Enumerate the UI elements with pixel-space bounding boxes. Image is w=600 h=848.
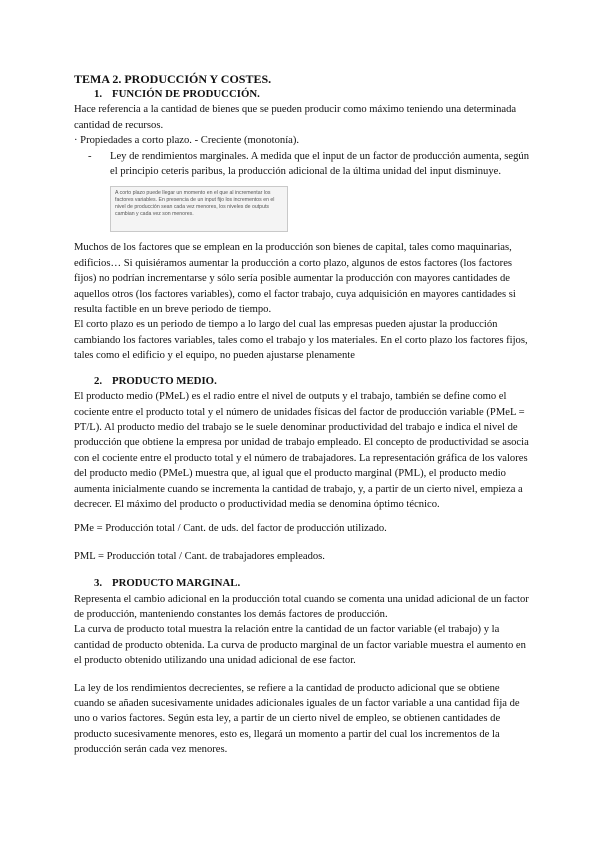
list-item-marginal-law: [74, 149, 530, 180]
section-title-2: PRODUCTO MEDIO.: [112, 374, 217, 387]
paragraph-total-curve: La curva de producto total muestra la relación entre la cantidad de un factor variable (el trabajo) y la cantidad de producto obtenida. La curva de producto marginal de un factor variable muestra el aumento en el producto obtenido utilizando una unidad adicional de ese factor.: [74, 624, 526, 667]
paragraph-short-term: El corto plazo es un periodo de tiempo a lo largo del cual las empresas pueden ajustar la producción cambiando los factores variables, tales como el trabajo y los materiales. En el corto plazo los factores fijos, tales como el edificio y el equipo, no pueden ajustarse plenamente: [74, 319, 528, 362]
section-number-1: 1.: [94, 88, 103, 100]
section-heading-1: [74, 87, 530, 102]
list-item-text: Ley de rendimientos marginales. A medida que el input de un factor de producción aumenta, según el principio ceteris paribus, la producción adicional de la última unidad del input disminuye.: [110, 150, 530, 178]
paragraph-properties: · Propiedades a corto plazo. - Creciente (monotonía).: [74, 135, 300, 147]
embedded-note-image: A corto plazo puede llegar un momento en el que al incrementar los factores variables. En presencia de un input fijo los incrementos en el nivel de producción sean cada vez menores, los niveles de outputs cambian y cada vez son menores.: [110, 186, 288, 232]
document-title: TEMA 2. PRODUCCIÓN Y COSTES.: [74, 72, 272, 86]
paragraph-average-product: El producto medio (PMeL) es el radio entre el nivel de outputs y el trabajo, también se define como el cociente entre el producto total y el número de unidades físicas del factor de producción variable (PMeL = PT/L). Al producto medio del trabajo se le suele denominar productividad del trabajo e indica el nivel de producción que obtiene la empresa por unidad de trabajo empleado. El concepto de productividad se asocia con el cociente entre el producto total y el número de trabajadores. La representación gráfica de los valores del producto medio (PMeL) muestra que, al igual que el producto marginal (PML), el producto medio aumenta inicialmente cuando se incrementa la cantidad de trabajo, y, a partir de un cierto nivel, empieza a decrecer. El máximo del producto o productividad media se denomina óptimo técnico.: [74, 391, 529, 510]
paragraph-marginal-definition: Representa el cambio adicional en la producción total cuando se comenta una unidad adicional de un factor de producción, manteniendo constantes los demás factores de producción.: [74, 593, 529, 620]
section-title-1: FUNCIÓN DE PRODUCCIÓN.: [112, 88, 260, 100]
formula-pml: PML = Producción total / Cant. de trabajadores empleados.: [74, 550, 325, 562]
formula-pme: PMe = Producción total / Cant. de uds. del factor de producción utilizado.: [74, 523, 387, 535]
list-dash: -: [88, 150, 92, 162]
section-number-3: 3.: [94, 577, 103, 590]
section-heading-2: [74, 374, 530, 389]
paragraph-diminishing-returns: La ley de los rendimientos decrecientes, se refiere a la cantidad de producto adicional que se obtiene cuando se añaden sucesivamente unidades adicionales iguales de un factor variable a una cantidad fija de uno o varios factores. Según esta ley, a partir de un cierto nivel de empleo, se obtienen cantidades de producto sucesivamente menores, esto es, llegará un momento a partir del cual los incrementos de la producción serán cada vez menores.: [74, 682, 520, 756]
section-heading-3: [74, 576, 530, 591]
paragraph-capital-goods: Muchos de los factores que se emplean en la producción son bienes de capital, tales como maquinarias, edificios… Si quisiéramos aumentar la producción a corto plazo, algunos de estos factores (los factores fijos) no podrían incrementarse y sólo sería posible aumentar la producción con mayores cantidades de aquellos otros (los factores variables), como el factor trabajo, cuya adquisición en mayores cantidades si resulta factible en un breve periodo de tiempo.: [74, 242, 516, 316]
paragraph-definition: Hace referencia a la cantidad de bienes que se pueden producir como máximo teniendo una determinada cantidad de recursos.: [74, 104, 517, 131]
section-number-2: 2.: [94, 374, 103, 387]
section-title-3: PRODUCTO MARGINAL.: [112, 577, 241, 590]
document-body: [74, 72, 530, 758]
